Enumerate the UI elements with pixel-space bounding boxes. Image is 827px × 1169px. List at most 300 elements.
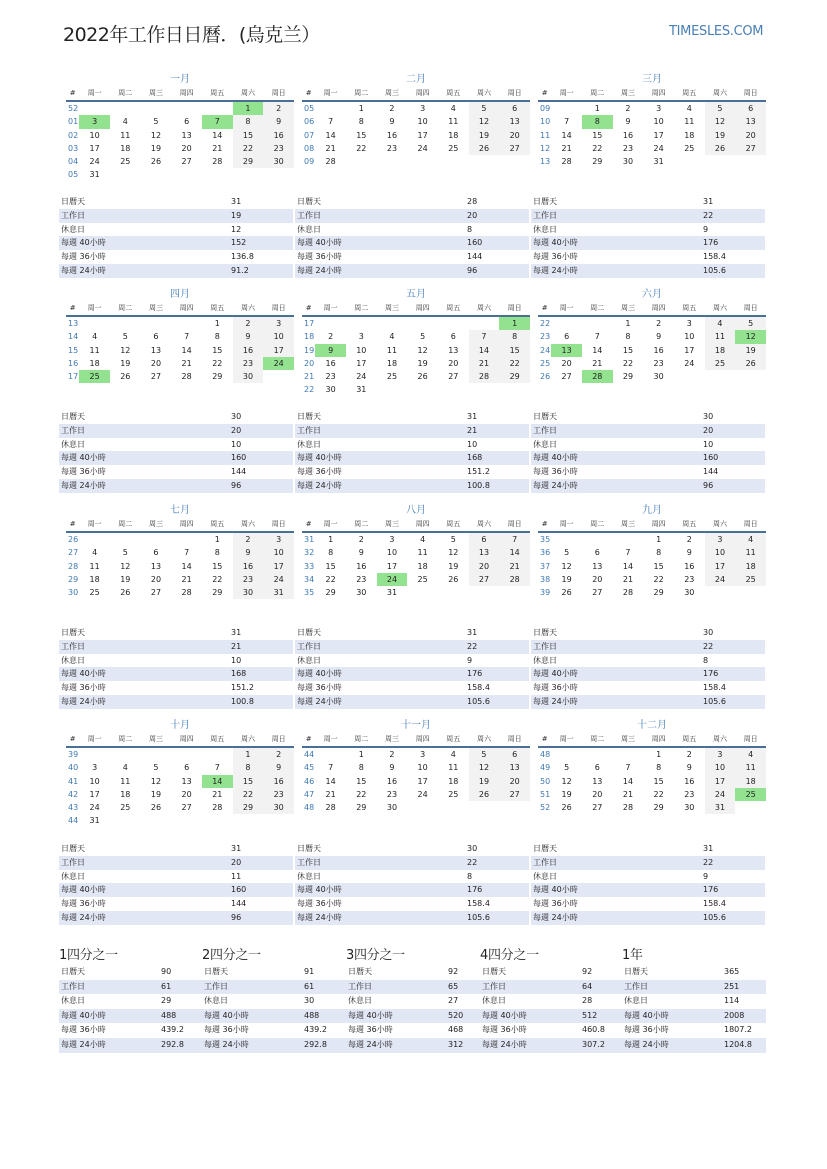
- day-cell[interactable]: 10: [89, 130, 100, 140]
- day-cell[interactable]: 29: [499, 370, 530, 383]
- day-cell[interactable]: 21: [325, 143, 336, 153]
- day-cell[interactable]: 7: [594, 332, 600, 342]
- day-cell[interactable]: 12: [469, 115, 500, 128]
- day-cell[interactable]: 8: [358, 763, 364, 773]
- day-cell[interactable]: 17: [263, 560, 294, 573]
- day-cell[interactable]: 13: [150, 345, 162, 355]
- day-cell[interactable]: 4: [450, 750, 456, 759]
- day-cell[interactable]: 22: [212, 574, 223, 584]
- day-cell[interactable]: 9: [686, 763, 692, 773]
- holiday-day[interactable]: 9: [315, 344, 346, 357]
- day-cell[interactable]: 21: [622, 574, 634, 584]
- day-cell[interactable]: 16: [325, 358, 336, 368]
- day-cell[interactable]: 18: [448, 776, 459, 786]
- day-cell[interactable]: 7: [625, 548, 631, 558]
- day-cell[interactable]: 31: [89, 816, 100, 826]
- day-cell[interactable]: 20: [150, 574, 162, 584]
- day-cell[interactable]: 13: [499, 761, 530, 774]
- day-cell[interactable]: 24: [417, 789, 428, 799]
- day-cell[interactable]: 28: [212, 157, 223, 167]
- day-cell[interactable]: 5: [469, 101, 500, 115]
- day-cell[interactable]: 15: [653, 776, 664, 786]
- day-cell[interactable]: 2: [686, 535, 692, 544]
- day-cell[interactable]: 12: [120, 345, 131, 355]
- day-cell[interactable]: 7: [214, 763, 220, 773]
- day-cell[interactable]: 3: [656, 104, 662, 113]
- day-cell[interactable]: 27: [181, 803, 192, 813]
- day-cell[interactable]: 15: [356, 776, 367, 786]
- day-cell[interactable]: 18: [448, 130, 459, 140]
- holiday-day[interactable]: 28: [582, 370, 613, 383]
- day-cell[interactable]: 10: [417, 763, 428, 773]
- day-cell[interactable]: 7: [184, 332, 190, 342]
- day-cell[interactable]: 31: [89, 170, 100, 180]
- day-cell[interactable]: 11: [705, 330, 736, 343]
- day-cell[interactable]: 11: [120, 776, 131, 786]
- day-cell[interactable]: 10: [356, 345, 367, 355]
- day-cell[interactable]: 21: [181, 574, 192, 584]
- day-cell[interactable]: 18: [417, 561, 428, 571]
- day-cell[interactable]: 27: [499, 142, 530, 155]
- day-cell[interactable]: 15: [325, 561, 336, 571]
- day-cell[interactable]: 14: [561, 130, 572, 140]
- day-cell[interactable]: 17: [417, 776, 428, 786]
- day-cell[interactable]: 30: [356, 588, 367, 598]
- day-cell[interactable]: 17: [263, 344, 294, 357]
- day-cell[interactable]: 15: [653, 561, 664, 571]
- day-cell[interactable]: 4: [450, 104, 456, 113]
- day-cell[interactable]: 13: [499, 115, 530, 128]
- day-cell[interactable]: 17: [653, 130, 664, 140]
- day-cell[interactable]: 22: [233, 788, 264, 801]
- day-cell[interactable]: 6: [184, 117, 190, 127]
- day-cell[interactable]: 17: [705, 775, 736, 788]
- holiday-day[interactable]: 8: [582, 115, 613, 128]
- day-cell[interactable]: 19: [469, 775, 500, 788]
- day-cell[interactable]: 7: [184, 548, 190, 558]
- day-cell[interactable]: 27: [499, 788, 530, 801]
- day-cell[interactable]: 14: [325, 130, 336, 140]
- day-cell[interactable]: 22: [653, 574, 664, 584]
- day-cell[interactable]: 5: [153, 763, 159, 773]
- day-cell[interactable]: 15: [233, 775, 264, 788]
- day-cell[interactable]: 18: [120, 789, 131, 799]
- day-cell[interactable]: 12: [150, 776, 162, 786]
- holiday-day[interactable]: 25: [735, 788, 766, 801]
- holiday-day[interactable]: 24: [377, 573, 408, 586]
- day-cell[interactable]: 3: [705, 747, 736, 761]
- day-cell[interactable]: 2: [656, 319, 662, 328]
- day-cell[interactable]: 21: [469, 357, 500, 370]
- day-cell[interactable]: 2: [233, 316, 264, 330]
- day-cell[interactable]: 6: [469, 532, 500, 546]
- day-cell[interactable]: 15: [212, 561, 223, 571]
- day-cell[interactable]: 8: [233, 761, 264, 774]
- day-cell[interactable]: 17: [386, 561, 398, 571]
- day-cell[interactable]: 8: [499, 330, 530, 343]
- day-cell[interactable]: 3: [92, 763, 98, 773]
- day-cell[interactable]: 30: [622, 157, 634, 167]
- day-cell[interactable]: 8: [625, 332, 631, 342]
- day-cell[interactable]: 16: [386, 130, 398, 140]
- day-cell[interactable]: 6: [153, 548, 159, 558]
- day-cell[interactable]: 18: [89, 358, 100, 368]
- day-cell[interactable]: 19: [417, 358, 428, 368]
- day-cell[interactable]: 15: [233, 129, 264, 142]
- holiday-day[interactable]: 24: [263, 357, 294, 370]
- day-cell[interactable]: 6: [184, 763, 190, 773]
- day-cell[interactable]: 2: [686, 750, 692, 759]
- day-cell[interactable]: 25: [448, 789, 459, 799]
- day-cell[interactable]: 19: [150, 789, 162, 799]
- day-cell[interactable]: 1: [625, 319, 631, 328]
- day-cell[interactable]: 12: [120, 561, 131, 571]
- day-cell[interactable]: 25: [684, 143, 695, 153]
- day-cell[interactable]: 27: [735, 142, 766, 155]
- day-cell[interactable]: 20: [499, 129, 530, 142]
- day-cell[interactable]: 10: [263, 546, 294, 559]
- day-cell[interactable]: 5: [420, 332, 426, 342]
- day-cell[interactable]: 29: [653, 803, 664, 813]
- day-cell[interactable]: 27: [150, 372, 162, 382]
- day-cell[interactable]: 11: [735, 546, 766, 559]
- day-cell[interactable]: 14: [622, 776, 634, 786]
- day-cell[interactable]: 20: [181, 143, 192, 153]
- day-cell[interactable]: 26: [469, 788, 500, 801]
- day-cell[interactable]: 31: [653, 157, 664, 167]
- day-cell[interactable]: 24: [89, 803, 100, 813]
- day-cell[interactable]: 16: [622, 130, 634, 140]
- day-cell[interactable]: 18: [705, 344, 736, 357]
- day-cell[interactable]: 20: [735, 129, 766, 142]
- day-cell[interactable]: 13: [592, 561, 603, 571]
- day-cell[interactable]: 16: [356, 561, 367, 571]
- day-cell[interactable]: 7: [469, 330, 500, 343]
- day-cell[interactable]: 28: [622, 803, 634, 813]
- day-cell[interactable]: 10: [653, 117, 664, 127]
- day-cell[interactable]: 8: [358, 117, 364, 127]
- holiday-day[interactable]: 3: [79, 115, 110, 128]
- day-cell[interactable]: 23: [386, 143, 398, 153]
- day-cell[interactable]: 28: [181, 372, 192, 382]
- day-cell[interactable]: 23: [684, 789, 695, 799]
- day-cell[interactable]: 23: [386, 789, 398, 799]
- day-cell[interactable]: 29: [212, 588, 223, 598]
- day-cell[interactable]: 20: [448, 358, 459, 368]
- day-cell[interactable]: 26: [150, 803, 162, 813]
- day-cell[interactable]: 16: [653, 345, 664, 355]
- day-cell[interactable]: 30: [263, 801, 294, 814]
- day-cell[interactable]: 11: [89, 345, 100, 355]
- holiday-day[interactable]: 1: [233, 101, 264, 115]
- day-cell[interactable]: 28: [325, 803, 336, 813]
- day-cell[interactable]: 18: [386, 358, 398, 368]
- day-cell[interactable]: 14: [325, 776, 336, 786]
- holiday-day[interactable]: 12: [735, 330, 766, 343]
- day-cell[interactable]: 1: [656, 535, 662, 544]
- day-cell[interactable]: 5: [450, 535, 456, 544]
- day-cell[interactable]: 17: [705, 560, 736, 573]
- day-cell[interactable]: 24: [89, 157, 100, 167]
- day-cell[interactable]: 9: [686, 548, 692, 558]
- day-cell[interactable]: 22: [356, 143, 367, 153]
- day-cell[interactable]: 4: [122, 117, 128, 127]
- day-cell[interactable]: 22: [325, 574, 336, 584]
- day-cell[interactable]: 27: [150, 588, 162, 598]
- day-cell[interactable]: 3: [263, 316, 294, 330]
- day-cell[interactable]: 9: [263, 115, 294, 128]
- day-cell[interactable]: 18: [120, 143, 131, 153]
- day-cell[interactable]: 11: [735, 761, 766, 774]
- day-cell[interactable]: 22: [356, 789, 367, 799]
- day-cell[interactable]: 6: [499, 747, 530, 761]
- day-cell[interactable]: 9: [389, 763, 395, 773]
- day-cell[interactable]: 20: [592, 574, 603, 584]
- day-cell[interactable]: 8: [214, 548, 220, 558]
- day-cell[interactable]: 29: [653, 588, 664, 598]
- day-cell[interactable]: 24: [684, 358, 695, 368]
- day-cell[interactable]: 1: [358, 750, 364, 759]
- day-cell[interactable]: 10: [417, 117, 428, 127]
- day-cell[interactable]: 6: [564, 332, 570, 342]
- day-cell[interactable]: 26: [705, 142, 736, 155]
- day-cell[interactable]: 31: [386, 588, 398, 598]
- day-cell[interactable]: 27: [592, 803, 603, 813]
- day-cell[interactable]: 17: [417, 130, 428, 140]
- day-cell[interactable]: 2: [263, 101, 294, 115]
- day-cell[interactable]: 25: [386, 372, 398, 382]
- day-cell[interactable]: 5: [735, 316, 766, 330]
- day-cell[interactable]: 22: [212, 358, 223, 368]
- day-cell[interactable]: 15: [592, 130, 603, 140]
- day-cell[interactable]: 29: [212, 372, 223, 382]
- day-cell[interactable]: 2: [358, 535, 364, 544]
- day-cell[interactable]: 11: [89, 561, 100, 571]
- day-cell[interactable]: 6: [153, 332, 159, 342]
- day-cell[interactable]: 10: [386, 548, 398, 558]
- day-cell[interactable]: 11: [684, 117, 695, 127]
- day-cell[interactable]: 1: [214, 535, 220, 544]
- day-cell[interactable]: 13: [592, 776, 603, 786]
- day-cell[interactable]: 20: [181, 789, 192, 799]
- day-cell[interactable]: 31: [263, 586, 294, 599]
- day-cell[interactable]: 28: [499, 573, 530, 586]
- day-cell[interactable]: 19: [120, 574, 131, 584]
- day-cell[interactable]: 23: [653, 358, 664, 368]
- day-cell[interactable]: 10: [263, 330, 294, 343]
- day-cell[interactable]: 12: [561, 561, 572, 571]
- day-cell[interactable]: 4: [420, 535, 426, 544]
- day-cell[interactable]: 15: [499, 344, 530, 357]
- day-cell[interactable]: 24: [263, 573, 294, 586]
- day-cell[interactable]: 6: [594, 548, 600, 558]
- day-cell[interactable]: 11: [386, 345, 398, 355]
- day-cell[interactable]: 4: [389, 332, 395, 342]
- day-cell[interactable]: 25: [735, 573, 766, 586]
- day-cell[interactable]: 31: [705, 801, 736, 814]
- day-cell[interactable]: 8: [233, 115, 264, 128]
- day-cell[interactable]: 21: [212, 143, 223, 153]
- day-cell[interactable]: 23: [233, 573, 264, 586]
- site-logo[interactable]: TIMESLES.COM: [669, 24, 764, 39]
- day-cell[interactable]: 30: [325, 385, 336, 395]
- day-cell[interactable]: 30: [684, 588, 695, 598]
- day-cell[interactable]: 16: [233, 560, 264, 573]
- day-cell[interactable]: 24: [705, 788, 736, 801]
- day-cell[interactable]: 11: [417, 548, 428, 558]
- day-cell[interactable]: 20: [561, 358, 572, 368]
- day-cell[interactable]: 7: [564, 117, 570, 127]
- day-cell[interactable]: 29: [325, 588, 336, 598]
- day-cell[interactable]: 9: [263, 761, 294, 774]
- day-cell[interactable]: 1: [328, 535, 334, 544]
- day-cell[interactable]: 22: [592, 143, 603, 153]
- day-cell[interactable]: 21: [622, 789, 634, 799]
- day-cell[interactable]: 19: [735, 344, 766, 357]
- day-cell[interactable]: 19: [448, 561, 459, 571]
- day-cell[interactable]: 23: [263, 142, 294, 155]
- day-cell[interactable]: 4: [92, 548, 98, 558]
- day-cell[interactable]: 1: [233, 747, 264, 761]
- day-cell[interactable]: 1: [214, 319, 220, 328]
- day-cell[interactable]: 3: [358, 332, 364, 342]
- day-cell[interactable]: 7: [499, 532, 530, 546]
- day-cell[interactable]: 13: [448, 345, 459, 355]
- day-cell[interactable]: 23: [356, 574, 367, 584]
- holiday-day[interactable]: 1: [499, 316, 530, 330]
- day-cell[interactable]: 9: [656, 332, 662, 342]
- day-cell[interactable]: 5: [122, 332, 128, 342]
- holiday-day[interactable]: 13: [551, 344, 582, 357]
- day-cell[interactable]: 13: [181, 776, 192, 786]
- day-cell[interactable]: 12: [417, 345, 428, 355]
- day-cell[interactable]: 12: [561, 776, 572, 786]
- day-cell[interactable]: 17: [89, 143, 100, 153]
- day-cell[interactable]: 28: [325, 157, 336, 167]
- day-cell[interactable]: 24: [705, 573, 736, 586]
- day-cell[interactable]: 27: [181, 157, 192, 167]
- day-cell[interactable]: 3: [705, 532, 736, 546]
- day-cell[interactable]: 24: [417, 143, 428, 153]
- day-cell[interactable]: 26: [469, 142, 500, 155]
- day-cell[interactable]: 9: [233, 546, 264, 559]
- day-cell[interactable]: 13: [735, 115, 766, 128]
- day-cell[interactable]: 8: [656, 548, 662, 558]
- day-cell[interactable]: 16: [386, 776, 398, 786]
- day-cell[interactable]: 4: [92, 332, 98, 342]
- day-cell[interactable]: 27: [592, 588, 603, 598]
- day-cell[interactable]: 3: [420, 750, 426, 759]
- day-cell[interactable]: 4: [122, 763, 128, 773]
- day-cell[interactable]: 16: [684, 776, 695, 786]
- day-cell[interactable]: 25: [448, 143, 459, 153]
- day-cell[interactable]: 29: [356, 803, 367, 813]
- day-cell[interactable]: 27: [561, 372, 572, 382]
- day-cell[interactable]: 24: [356, 372, 367, 382]
- day-cell[interactable]: 7: [328, 117, 334, 127]
- day-cell[interactable]: 11: [448, 117, 459, 127]
- day-cell[interactable]: 14: [592, 345, 603, 355]
- day-cell[interactable]: 6: [450, 332, 456, 342]
- day-cell[interactable]: 2: [233, 532, 264, 546]
- day-cell[interactable]: 21: [499, 560, 530, 573]
- day-cell[interactable]: 24: [653, 143, 664, 153]
- day-cell[interactable]: 4: [705, 316, 736, 330]
- day-cell[interactable]: 13: [150, 561, 162, 571]
- holiday-day[interactable]: 25: [79, 370, 110, 383]
- day-cell[interactable]: 5: [705, 101, 736, 115]
- day-cell[interactable]: 18: [735, 775, 766, 788]
- day-cell[interactable]: 19: [561, 789, 572, 799]
- day-cell[interactable]: 2: [328, 332, 334, 342]
- day-cell[interactable]: 21: [181, 358, 192, 368]
- day-cell[interactable]: 30: [653, 372, 664, 382]
- day-cell[interactable]: 29: [233, 155, 264, 168]
- day-cell[interactable]: 14: [181, 345, 192, 355]
- day-cell[interactable]: 12: [150, 130, 162, 140]
- day-cell[interactable]: 18: [735, 560, 766, 573]
- day-cell[interactable]: 12: [469, 761, 500, 774]
- day-cell[interactable]: 28: [469, 370, 500, 383]
- day-cell[interactable]: 5: [564, 548, 570, 558]
- day-cell[interactable]: 4: [735, 747, 766, 761]
- holiday-day[interactable]: 7: [202, 115, 233, 128]
- day-cell[interactable]: 14: [181, 561, 192, 571]
- day-cell[interactable]: 29: [622, 372, 634, 382]
- day-cell[interactable]: 16: [684, 561, 695, 571]
- day-cell[interactable]: 3: [389, 535, 395, 544]
- day-cell[interactable]: 23: [684, 574, 695, 584]
- day-cell[interactable]: 30: [386, 803, 398, 813]
- day-cell[interactable]: 15: [356, 130, 367, 140]
- day-cell[interactable]: 4: [735, 532, 766, 546]
- day-cell[interactable]: 21: [592, 358, 603, 368]
- day-cell[interactable]: 30: [233, 370, 264, 383]
- day-cell[interactable]: 26: [561, 803, 572, 813]
- day-cell[interactable]: 5: [469, 747, 500, 761]
- day-cell[interactable]: 8: [214, 332, 220, 342]
- day-cell[interactable]: 4: [686, 104, 692, 113]
- day-cell[interactable]: 12: [705, 115, 736, 128]
- day-cell[interactable]: 6: [499, 101, 530, 115]
- day-cell[interactable]: 2: [263, 747, 294, 761]
- day-cell[interactable]: 11: [120, 130, 131, 140]
- day-cell[interactable]: 16: [233, 344, 264, 357]
- day-cell[interactable]: 9: [233, 330, 264, 343]
- day-cell[interactable]: 11: [448, 763, 459, 773]
- day-cell[interactable]: 7: [328, 763, 334, 773]
- day-cell[interactable]: 28: [212, 803, 223, 813]
- day-cell[interactable]: 8: [328, 548, 334, 558]
- day-cell[interactable]: 14: [469, 344, 500, 357]
- day-cell[interactable]: 10: [705, 546, 736, 559]
- day-cell[interactable]: 19: [561, 574, 572, 584]
- day-cell[interactable]: 5: [122, 548, 128, 558]
- day-cell[interactable]: 28: [181, 588, 192, 598]
- day-cell[interactable]: 1: [594, 104, 600, 113]
- day-cell[interactable]: 1: [358, 104, 364, 113]
- day-cell[interactable]: 25: [705, 357, 736, 370]
- day-cell[interactable]: 23: [263, 788, 294, 801]
- day-cell[interactable]: 22: [622, 358, 634, 368]
- day-cell[interactable]: 10: [684, 332, 695, 342]
- day-cell[interactable]: 28: [622, 588, 634, 598]
- day-cell[interactable]: 3: [263, 532, 294, 546]
- day-cell[interactable]: 12: [448, 548, 459, 558]
- day-cell[interactable]: 19: [469, 129, 500, 142]
- day-cell[interactable]: 5: [153, 117, 159, 127]
- day-cell[interactable]: 26: [561, 588, 572, 598]
